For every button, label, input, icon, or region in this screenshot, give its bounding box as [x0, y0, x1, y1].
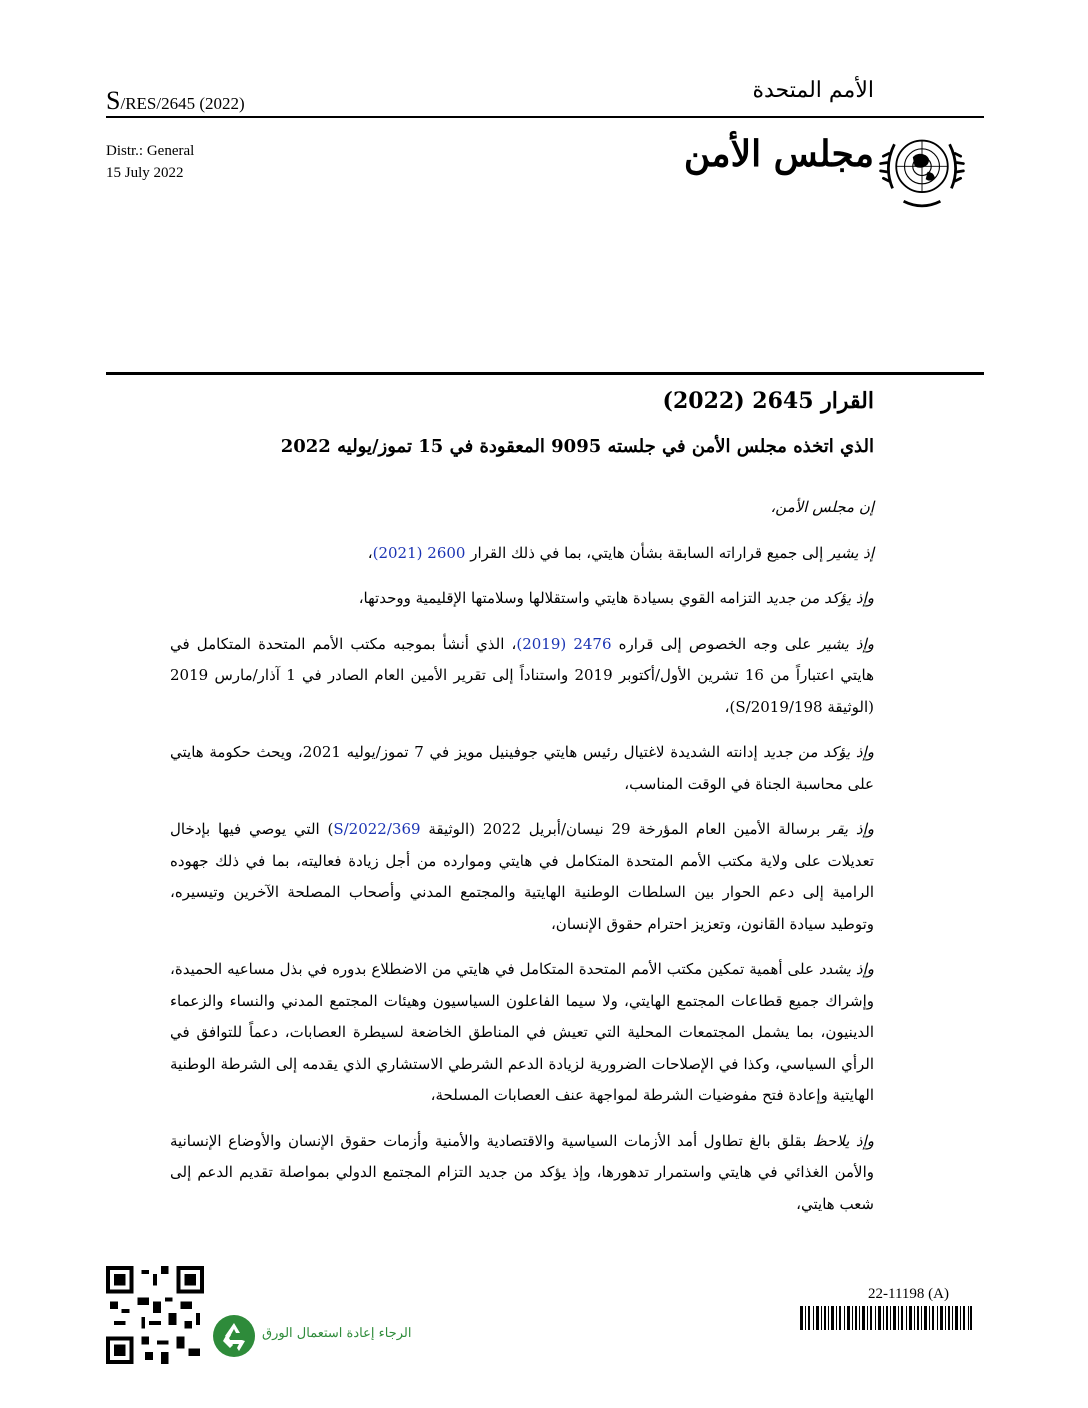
header-divider [106, 116, 984, 118]
preamble-paragraph: وإذ يؤكد من جديد التزامه القوي بسيادة هايتي واستقلالها وسلامتها الإقليمية ووحدتها، [358, 589, 874, 607]
preamble-paragraph: وإذ يلاحظ بقلق بالغ تطاول أمد الأزمات السياسية والاقتصادية والأمنية وأزمات حقوق الإنسان والأوضاع الإنسانية والأمن الغذائي في هايتي واستمرار تدهورها، وإذ يؤكد من جديد التزام المجتمع الدولي بمواصلة تقديم الدعم إلى شعب هايتي، [170, 1131, 874, 1213]
preamble-paragraph: إذ يشير إلى جميع قراراته السابقة بشأن هايتي، بما في ذلك القرار 2600 (2021)، [367, 543, 874, 562]
distribution-block [106, 140, 194, 184]
preamble-paragraph: وإذ يشير على وجه الخصوص إلى قراره 2476 (2019)، الذي أنشأ بموجبه مكتب الأمم المتحدة المتكامل في هايتي اعتباراً من 16 تشرين الأول/أكتوبر 2019 واستناداً إلى تقرير الأمين العام الصادر في 1 آذار/مارس 2019 (الوثيقة S/2019/198)، [170, 634, 874, 716]
title-divider [106, 372, 984, 375]
resolution-number: القرار 2645 (2022) [662, 388, 874, 414]
un-emblem-icon [876, 124, 968, 216]
document-symbol: S/RES/2645 (2022) [106, 86, 245, 115]
resolution-link[interactable]: 2476 (2019) [516, 634, 612, 653]
council-title: مجلس الأمن [683, 133, 874, 175]
barcode-icon [800, 1306, 972, 1330]
preamble-paragraph: وإذ يؤكد من جديد إدانته الشديدة لاغتيال رئيس هايتي جوفينيل مويز في 7 تموز/يوليه 2021، ويحث حكومة هايتي على محاسبة الجناة في الوقت المناسب، [170, 743, 875, 793]
organization-name: الأمم المتحدة [752, 78, 874, 103]
resolution-body [170, 492, 874, 1234]
document-link[interactable]: S/2022/369 [333, 820, 421, 838]
document-date: 15 July 2022 [106, 165, 184, 181]
distribution-label: Distr.: General [106, 143, 195, 159]
preamble-paragraph: إن مجلس الأمن، [770, 498, 874, 516]
preamble-paragraph: وإذ يشدد على أهمية تمكين مكتب الأمم المتحدة المتكامل في هايتي من الاضطلاع بدوره في بذل مساعيه الحميدة، وإشراك جميع قطاعات المجتمع الهايتي، ولا سيما الفاعلون السياسيون وهيئات المجتمع المدني والنساء والزعماء الدينيون، بما يشمل المجتمعات المحلية التي تعيش في المناطق الخاضعة لسيطرة العصابات، دعماً للتوافق في الرأي السياسي، وكذا في الإصلاحات الضرورية لزيادة الدعم الشرطي الاستشاري الذي يقدمه إلى الشرطة الوطنية الهايتية وإعادة فتح مفوضيات الشرطة لمواجهة عنف العصابات المسلحة، [170, 960, 874, 1104]
recycle-notice: الرجاء إعادة استعمال الورق [262, 1326, 412, 1341]
preamble-paragraph: وإذ يقر برسالة الأمين العام المؤرخة 29 نيسان/أبريل 2022 (الوثيقة S/2022/369) التي يوصي فيها بإدخال تعديلات على ولاية مكتب الأمم المتحدة المتكامل في هايتي وموارده من أجل زيادة فعاليته، بما في ذلك جهوده الرامية إلى دعم الحوار بين السلطات الوطنية الهايتية والمجتمع المدني وأصحاب المصلحة الآخرين وتيسيره، وتوطيد سيادة القانون، وتعزيز احترام حقوق الإنسان، [170, 820, 874, 933]
resolution-subtitle: الذي اتخذه مجلس الأمن في جلسته 9095 المعقودة في 15 تموز/يوليه 2022 [280, 436, 874, 457]
resolution-link[interactable]: 2600 (2021) [372, 543, 466, 562]
qr-code-icon [106, 1266, 204, 1364]
document-code: 22-11198 (A) [868, 1286, 949, 1302]
recycle-icon [212, 1314, 256, 1358]
